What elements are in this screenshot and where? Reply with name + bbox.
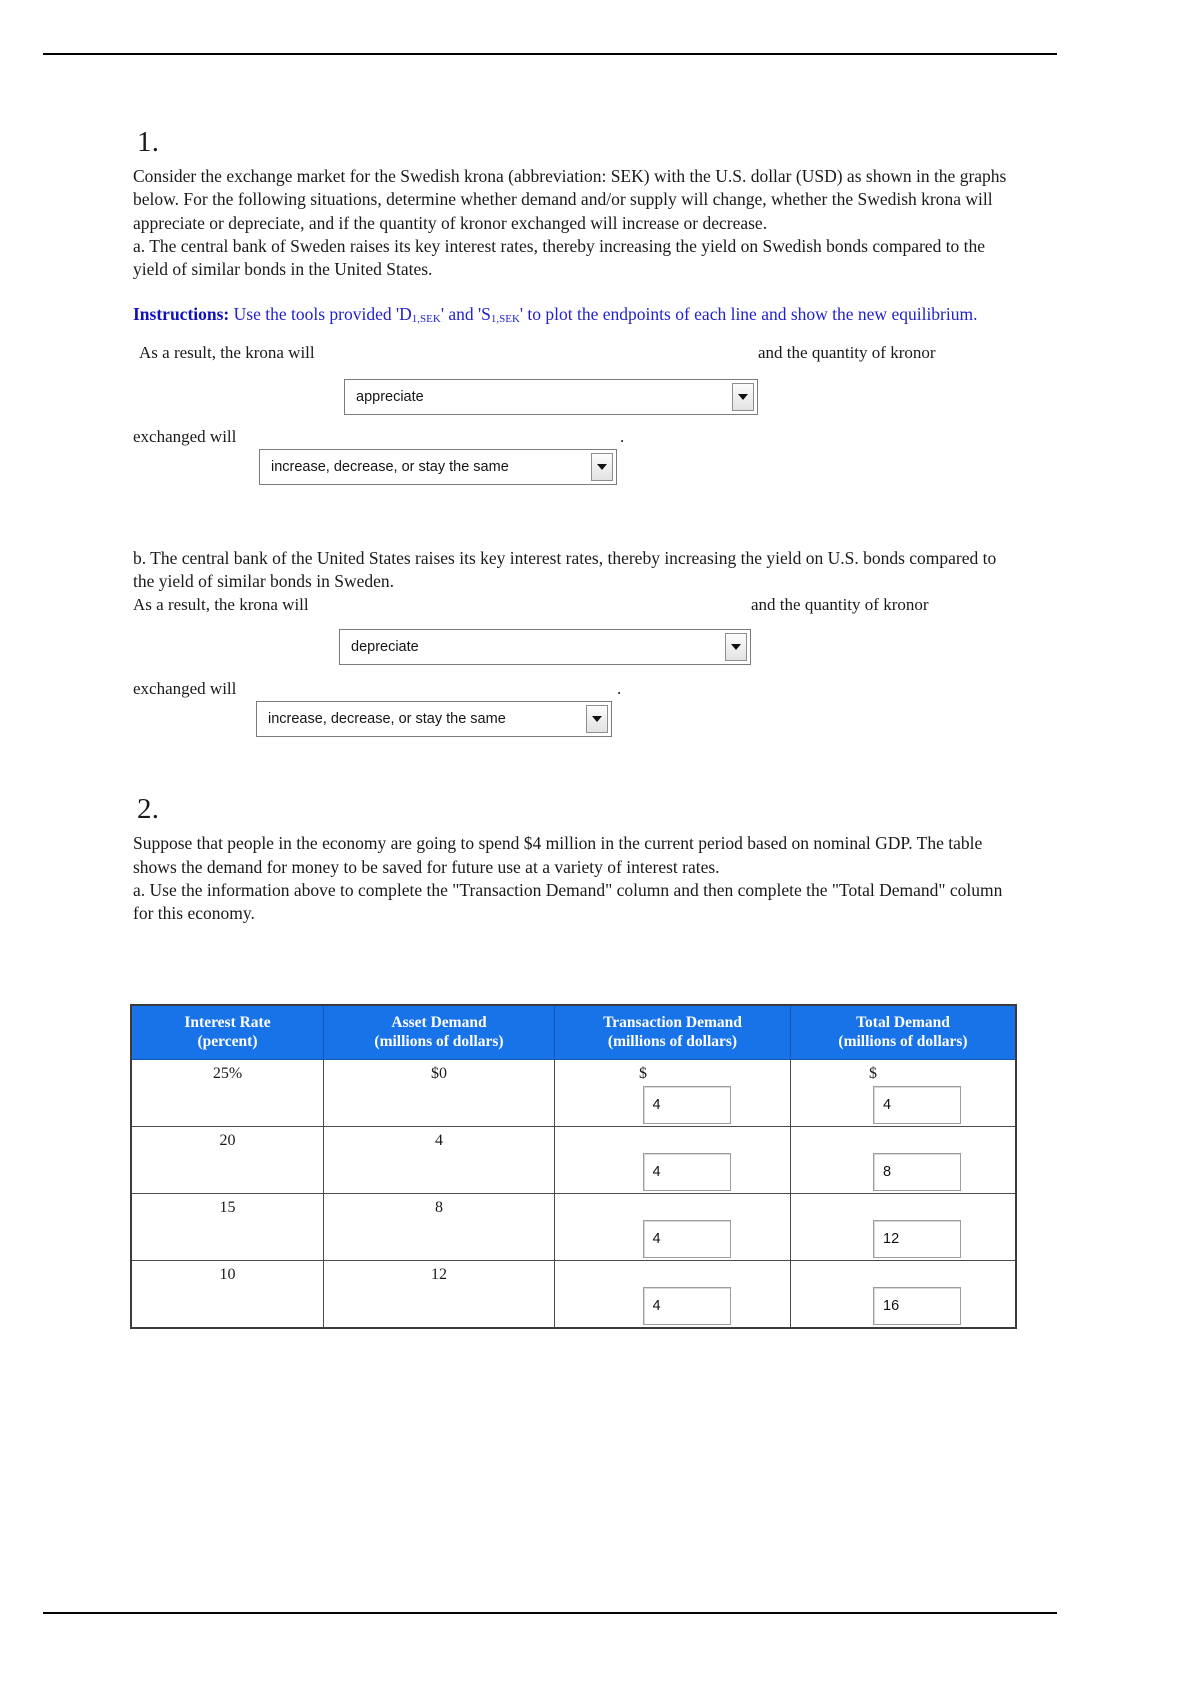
column-header-total-demand: Total Demand (millions of dollars) bbox=[791, 1005, 1017, 1059]
dropdown-b2-value[interactable]: increase, decrease, or stay the same bbox=[257, 702, 586, 736]
chevron-down-icon[interactable] bbox=[732, 383, 754, 411]
total-demand-input[interactable] bbox=[873, 1287, 961, 1325]
cell-transaction-demand bbox=[555, 1260, 791, 1328]
answer-row-b-1 bbox=[133, 595, 1013, 617]
instructions-body-2: ' and 'S bbox=[440, 304, 491, 325]
dropdown-a2-value[interactable]: increase, decrease, or stay the same bbox=[260, 450, 591, 484]
answer-row-a-2 bbox=[133, 427, 1013, 487]
answer-a-tail-text: and the quantity of kronor bbox=[758, 342, 936, 362]
table-row bbox=[131, 1193, 1016, 1260]
table-row bbox=[131, 1126, 1016, 1193]
cell-interest-rate: 20 bbox=[131, 1126, 324, 1193]
transaction-demand-input[interactable] bbox=[643, 1220, 731, 1258]
question-1-number: 1. bbox=[137, 126, 160, 158]
dropdown-b1[interactable] bbox=[339, 629, 751, 665]
transaction-demand-input[interactable] bbox=[643, 1287, 731, 1325]
question-1-part-a-text: a. The central bank of Sweden raises its key interest rates, thereby increasing the yield on Swedish bonds compared to the yield of similar bonds in the United States. bbox=[133, 235, 986, 280]
dollar-sign-total: $ bbox=[869, 1064, 877, 1082]
answer-row-b-2 bbox=[133, 679, 1013, 739]
cell-interest-rate: 25% bbox=[131, 1059, 324, 1126]
question-1-part-b-text: b. The central bank of the United States raises its key interest rates, thereby increasing the yield on U.S. bonds compared to the yield of similar bonds in Sweden. bbox=[133, 547, 997, 592]
instructions-sub-1: 1,SEK bbox=[411, 313, 441, 326]
dropdown-a1-value[interactable]: appreciate bbox=[345, 380, 732, 414]
answer-row-a-1 bbox=[133, 343, 1013, 365]
table-header-row bbox=[131, 1005, 1016, 1059]
demand-table bbox=[130, 1004, 1017, 1329]
dropdown-b1-wrap bbox=[133, 617, 1013, 673]
cell-total-demand bbox=[791, 1059, 1017, 1126]
cell-transaction-demand bbox=[555, 1193, 791, 1260]
footer-divider bbox=[43, 1612, 1057, 1614]
column-header-asset-demand: Asset Demand (millions of dollars) bbox=[324, 1005, 555, 1059]
cell-asset-demand: 4 bbox=[324, 1126, 555, 1193]
chevron-down-icon[interactable] bbox=[591, 453, 613, 481]
cell-interest-rate: 15 bbox=[131, 1193, 324, 1260]
transaction-demand-input[interactable] bbox=[643, 1086, 731, 1124]
cell-asset-demand: 8 bbox=[324, 1193, 555, 1260]
cell-total-demand bbox=[791, 1260, 1017, 1328]
header-divider bbox=[43, 53, 1057, 55]
dropdown-b1-value[interactable]: depreciate bbox=[340, 630, 725, 664]
cell-interest-rate: 10 bbox=[131, 1260, 324, 1328]
answer-a-period: . bbox=[620, 426, 625, 446]
chevron-down-icon[interactable] bbox=[586, 705, 608, 733]
instructions-body-1: Use the tools provided 'D bbox=[233, 304, 412, 325]
dropdown-b2[interactable] bbox=[256, 701, 612, 737]
column-header-interest-rate: Interest Rate (percent) bbox=[131, 1005, 324, 1059]
demand-table-wrap bbox=[130, 1004, 978, 1329]
answer-b-lead-text: As a result, the krona will bbox=[133, 595, 309, 615]
chevron-down-icon[interactable] bbox=[725, 633, 747, 661]
instructions-sub-2: 1,SEK bbox=[490, 313, 520, 326]
answer-a-lead-text: As a result, the krona will bbox=[139, 342, 315, 362]
total-demand-input[interactable] bbox=[873, 1220, 961, 1258]
question-2-part-a-text: a. Use the information above to complete the "Transaction Demand" column and then complete the "Total Demand" column for this economy. bbox=[133, 880, 1003, 924]
cell-total-demand bbox=[791, 1126, 1017, 1193]
table-row bbox=[131, 1059, 1016, 1126]
question-2-number: 2. bbox=[137, 793, 160, 826]
answer-b-exchanged-label: exchanged will bbox=[133, 679, 237, 699]
question-1-instructions bbox=[133, 303, 1013, 327]
instructions-body-3: ' to plot the endpoints of each line and show the new equilibrium. bbox=[519, 304, 978, 325]
transaction-demand-input[interactable] bbox=[643, 1153, 731, 1191]
cell-transaction-demand bbox=[555, 1059, 791, 1126]
answer-a-exchanged-label: exchanged will bbox=[133, 426, 237, 446]
total-demand-input[interactable] bbox=[873, 1153, 961, 1191]
dropdown-a2[interactable] bbox=[259, 449, 617, 485]
table-row bbox=[131, 1260, 1016, 1328]
dropdown-a1-wrap bbox=[133, 365, 1013, 421]
total-demand-input[interactable] bbox=[873, 1086, 961, 1124]
question-2-intro: Suppose that people in the economy are going to spend $4 million in the current period based on nominal GDP. The table shows the demand for money to be saved for future use at a variety of interest rates. bbox=[133, 833, 983, 877]
cell-asset-demand: 12 bbox=[324, 1260, 555, 1328]
cell-asset-demand: $0 bbox=[324, 1059, 555, 1126]
instructions-label: Instructions: bbox=[133, 304, 230, 325]
answer-b-tail-text: and the quantity of kronor bbox=[751, 595, 929, 615]
cell-total-demand bbox=[791, 1193, 1017, 1260]
answer-b-period: . bbox=[617, 679, 622, 699]
question-1-intro: Consider the exchange market for the Swedish krona (abbreviation: SEK) with the U.S. dollar (USD) as shown in the graphs below. For the following situations, determine whether demand and/or supply will change, whether the Swedish krona will appreciate or depreciate, and if the quantity of kronor exchanged will increase or decrease. bbox=[133, 166, 1007, 233]
column-header-transaction-demand: Transaction Demand (millions of dollars) bbox=[555, 1005, 791, 1059]
dropdown-a1[interactable] bbox=[344, 379, 758, 415]
dollar-sign-transaction: $ bbox=[639, 1064, 647, 1082]
document-content bbox=[133, 126, 1013, 926]
cell-transaction-demand bbox=[555, 1126, 791, 1193]
